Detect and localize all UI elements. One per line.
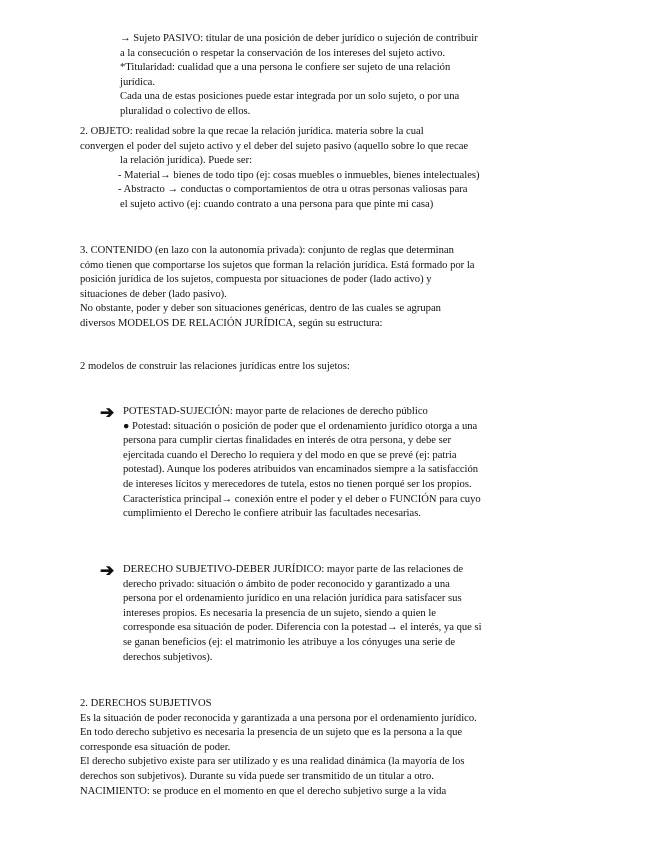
right-arrow-icon: ➔ xyxy=(100,561,115,580)
object-section xyxy=(80,125,650,213)
object-line: convergen el poder del sujeto activo y el deber del sujeto pasivo (aquello sobre lo que recae xyxy=(80,140,469,152)
object-heading-line: 2. OBJETO: realidad sobre la que recae la relación jurídica. materia sobre la cual xyxy=(80,126,424,137)
potestad-line: Característica principal→ conexión entre el poder y el deber o FUNCIÓN para cuyo xyxy=(123,493,481,505)
derecho-subjetivo-line: persona por el ordenamiento jurídico en una relación jurídica para satisfacer sus xyxy=(123,593,462,605)
derechos-subjetivos-section xyxy=(80,697,655,799)
derecho-subjetivo-line: se ganan beneficios (ej: el matrimonio les atribuye a los cónyuges una serie de xyxy=(123,636,456,648)
models-intro: 2 modelos de construir las relaciones jurídicas entre los sujetos: xyxy=(80,361,350,372)
derecho-subjetivo-line: derecho privado: situación o ámbito de poder reconocido y garantizado a una xyxy=(123,578,450,590)
content-line: No obstante, poder y deber son situaciones genéricas, dentro de las cuales se agrupan xyxy=(80,303,441,315)
object-abstract-line: - Abstracto → conductas o comportamientos de otra u otras personas valiosas para xyxy=(118,184,468,196)
section-heading: 2. DERECHOS SUBJETIVOS xyxy=(80,698,212,709)
passive-subject-line: → Sujeto PASIVO: titular de una posición de deber jurídico o sujeción de contribuir xyxy=(120,33,478,44)
subject-block xyxy=(120,32,640,120)
content-line: diversos MODELOS DE RELACIÓN JURÍDICA, según su estructura: xyxy=(80,317,383,329)
content-section xyxy=(80,244,650,332)
object-material-line: - Material→ bienes de todo tipo (ej: cosas muebles o inmuebles, bienes intelectuales) xyxy=(118,169,480,181)
ownership-line: *Titularidad: cualidad que a una persona le confiere ser sujeto de una relación xyxy=(120,62,451,74)
content-line: situaciones de deber (lado pasivo). xyxy=(80,288,227,300)
section-line: corresponde esa situación de poder. xyxy=(80,741,231,753)
object-abstract-line: el sujeto activo (ej: cuando contrato a una persona para que pinte mi casa) xyxy=(120,198,434,210)
section-line: El derecho subjetivo existe para ser utilizado y es una realidad dinámica (la mayoría de los xyxy=(80,756,465,768)
potestad-line: ejercitada cuando el Derecho lo requiera y del modo en que se prevé (ej: patria xyxy=(123,449,457,461)
potestad-line: ● Potestad: situación o posición de poder que el ordenamiento jurídico otorga a una xyxy=(123,420,478,432)
positions-line: pluralidad o colectivo de ellos. xyxy=(120,105,251,117)
right-arrow-icon: ➔ xyxy=(100,403,115,422)
derecho-subjetivo-line: intereses propios. Es necesaria la presencia de un sujeto, siendo a quien le xyxy=(123,607,436,619)
passive-subject-line: a la consecución o respetar la conservación de los intereses del sujeto activo. xyxy=(120,47,446,59)
potestad-line: cumplimiento el Derecho le confiere atribuir las facultades necesarias. xyxy=(123,508,421,520)
potestad-section xyxy=(123,405,653,522)
derecho-subjetivo-line: corresponde esa situación de poder. Diferencia con la potestad→ el interés, ya que si xyxy=(123,622,482,634)
potestad-title: POTESTAD-SUJECIÓN: mayor parte de relaciones de derecho público xyxy=(123,406,428,417)
potestad-line: potestad). Aunque los poderes atribuidos van encaminados siempre a la satisfacción xyxy=(123,464,479,476)
potestad-line: de intereses lícitos y merecedores de tutela, estos no tienen porqué ser los propios. xyxy=(123,478,472,490)
content-heading-line: 3. CONTENIDO (en lazo con la autonomía privada): conjunto de reglas que determinan xyxy=(80,245,454,256)
content-line: cómo tienen que comportarse los sujetos que forman la relación jurídica. Está formado por la xyxy=(80,259,475,271)
derecho-subjetivo-line: derechos subjetivos). xyxy=(123,651,213,663)
section-line: Es la situación de poder reconocida y garantizada a una persona por el ordenamiento jurídico. xyxy=(80,712,477,724)
ownership-line: jurídica. xyxy=(120,76,156,88)
section-line: En todo derecho subjetivo es necesaria la presencia de un sujeto que es la persona a la que xyxy=(80,727,463,739)
object-line: la relación jurídica). Puede ser: xyxy=(120,155,253,167)
derecho-subjetivo-title: DERECHO SUBJETIVO-DEBER JURÍDICO: mayor parte de las relaciones de xyxy=(123,564,464,575)
potestad-line: persona para cumplir ciertas finalidades en interés de otra persona, y debe ser xyxy=(123,435,451,447)
positions-line: Cada una de estas posiciones puede estar integrada por un solo sujeto, o por una xyxy=(120,91,460,103)
content-line: posición jurídica de los sujetos, compuesta por situaciones de poder (lado activo) y xyxy=(80,274,432,286)
derecho-subjetivo-section xyxy=(123,563,653,665)
section-line: NACIMIENTO: se produce en el momento en que el derecho subjetivo surge a la vida xyxy=(80,785,447,797)
section-line: derechos son subjetivos). Durante su vida puede ser transmitido de un titular a otro. xyxy=(80,770,434,782)
